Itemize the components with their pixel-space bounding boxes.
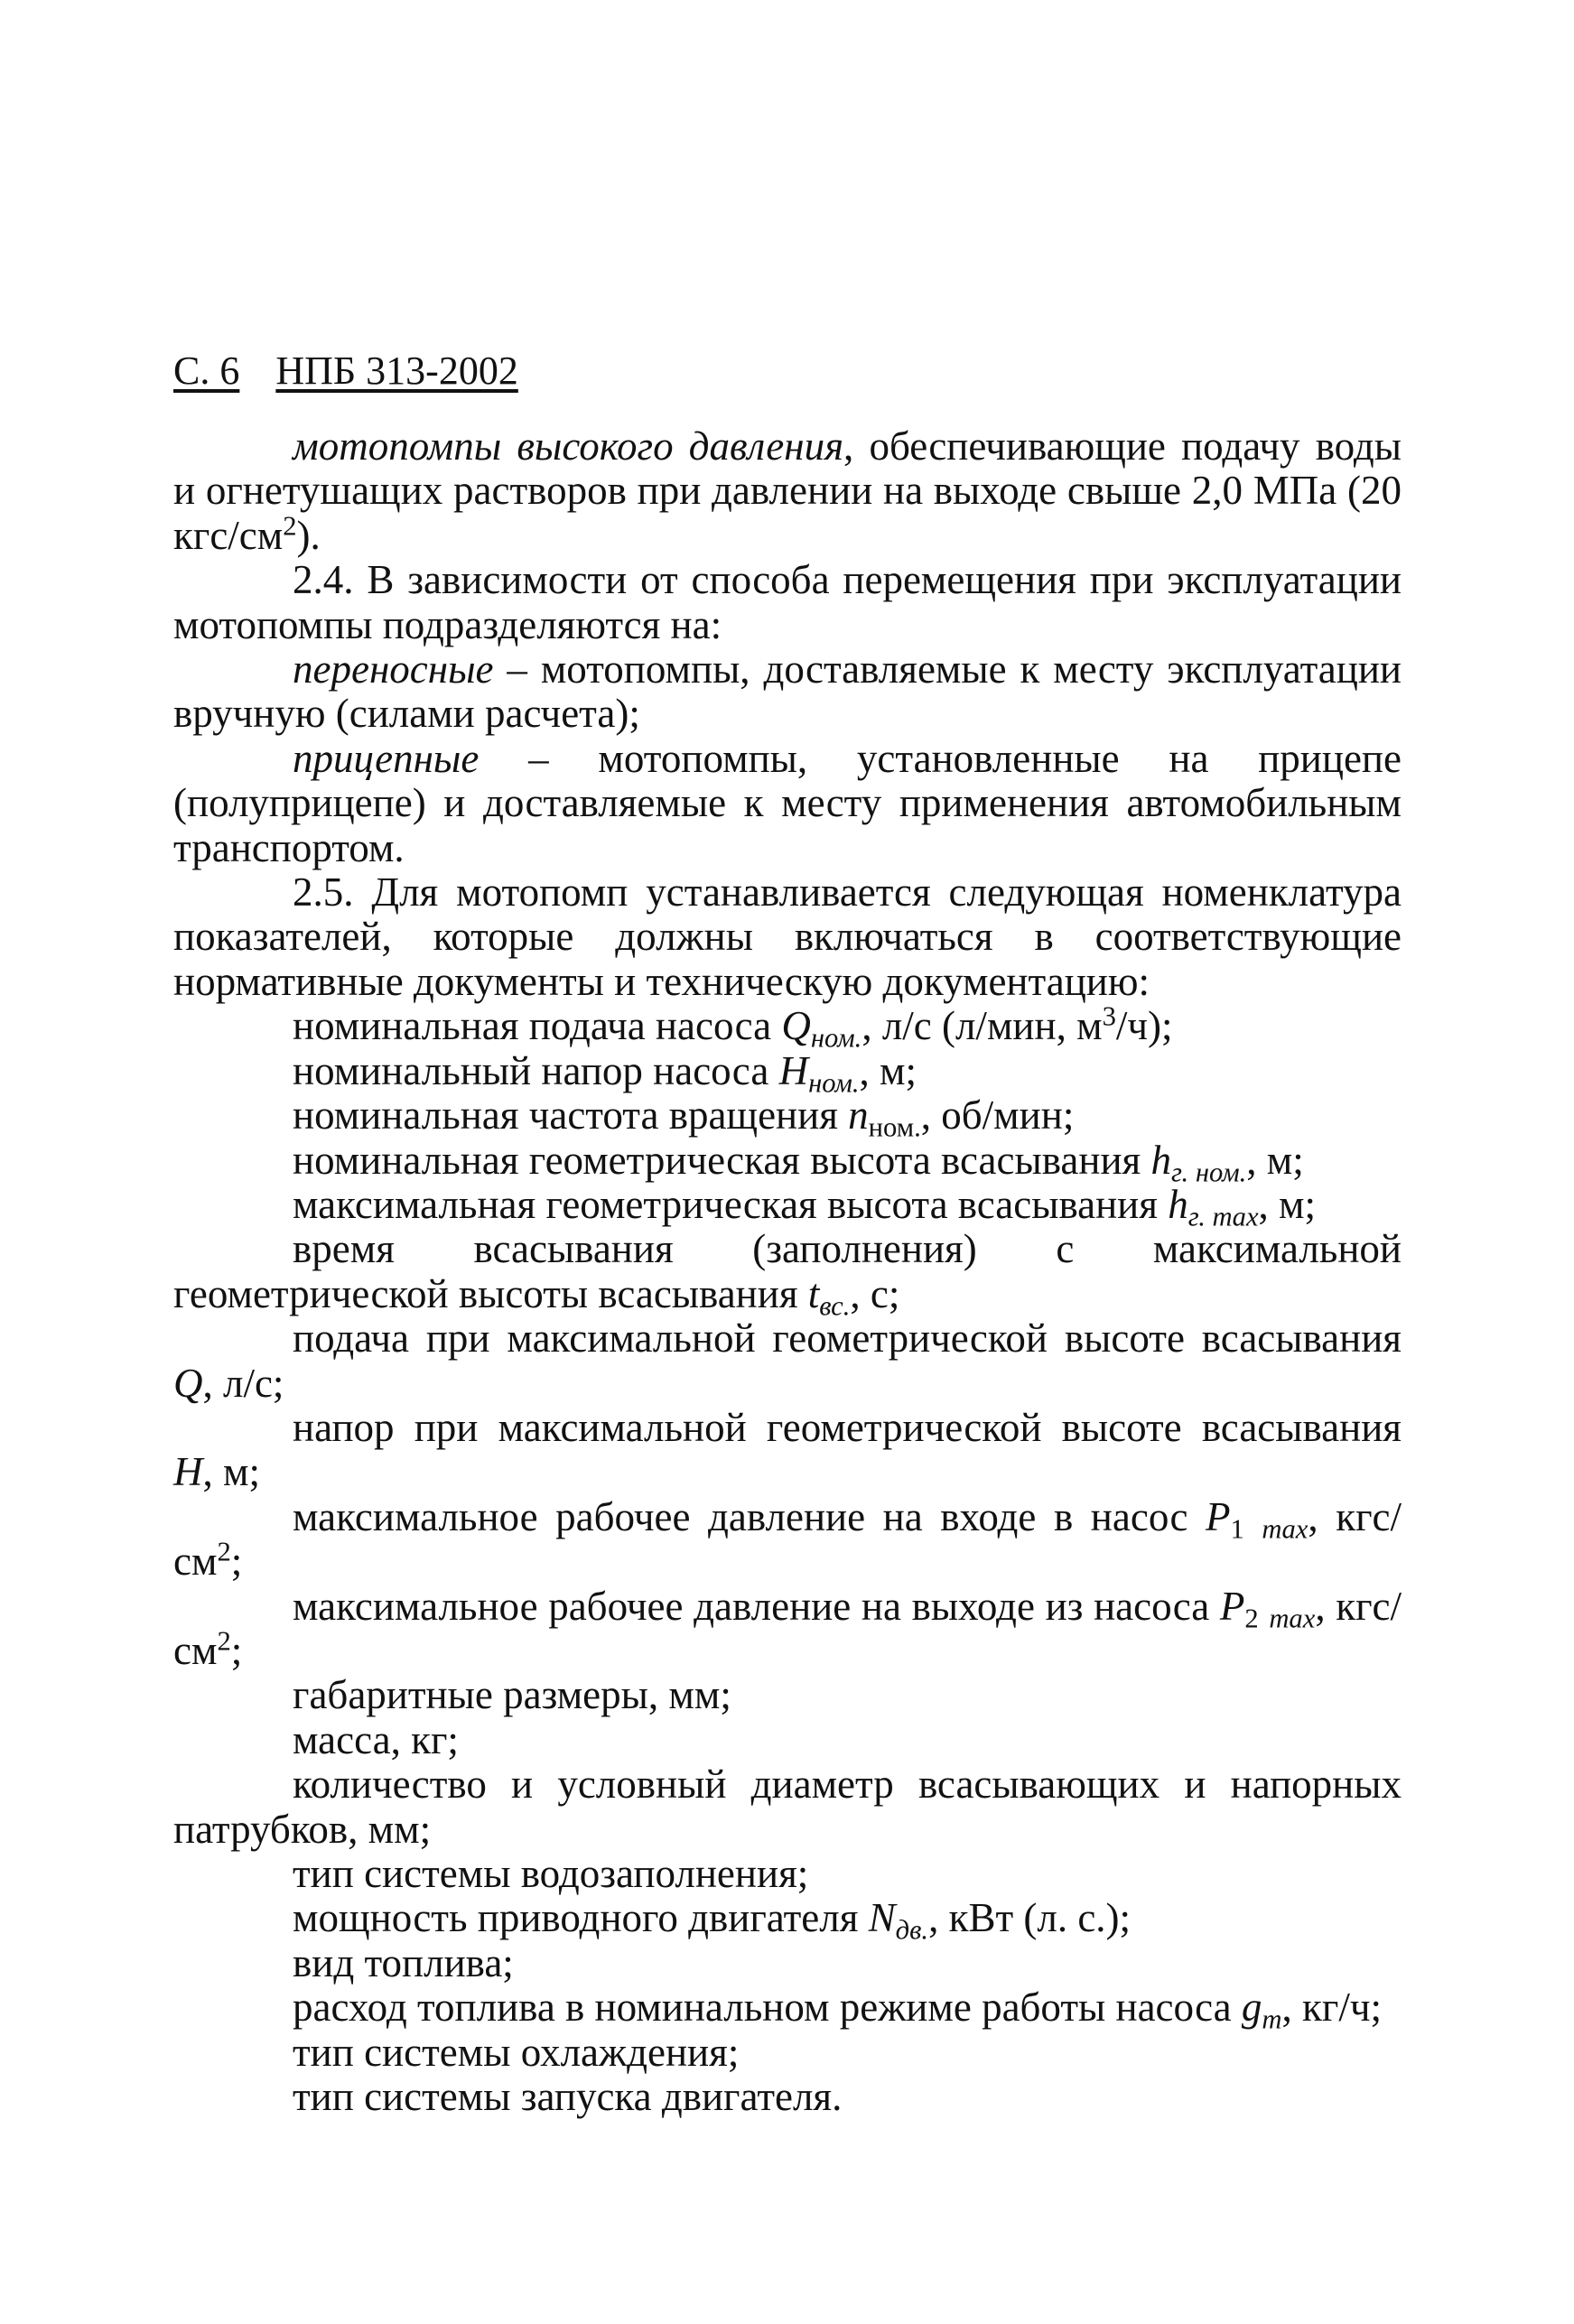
list-item-rotation-speed: номинальная частота вращения $n_{ном.}$, об/мин;: [293, 1092, 1075, 1143]
list-item-max-suction-height: максимальная геометрическая высота всасывания $h_{г. max}$, м;: [293, 1181, 1317, 1232]
list-item-priming-system: тип системы водозаполнения;: [293, 1851, 809, 1896]
list-item-fuel-consumption: расход топлива в номинальном режиме работы насоса $g_m$, кг/ч;: [293, 1985, 1382, 2035]
paragraph-2-5: 2.5. Для мотопомп устанавливается следующая номенклатура показателей, которые должны включаться в соответствующие нормативные документы и техническую документацию:: [173, 869, 1402, 1004]
paragraph-2-4: 2.4. В зависимости от способа перемещения при эксплуатации мотопомпы подразделяются на:: [173, 557, 1402, 647]
italic-term: мотопомпы высокого давления: [293, 423, 844, 469]
list-item-fuel-type: вид топлива;: [293, 1939, 514, 1985]
italic-term: прицепные: [293, 735, 480, 781]
list-item-dimensions: габаритные размеры, мм;: [293, 1672, 731, 1718]
italic-term: переносные: [293, 646, 494, 693]
paragraph-portable: переносные – мотопомпы, доставляемые к месту эксплуатации вручную (силами расчета);: [173, 646, 1402, 737]
paragraph-trailed: прицепные – мотопомпы, установленные на прицепе (полуприцепе) и доставляемые к месту применения автомобильным транспортом.: [173, 735, 1402, 870]
list-item-suction-time: время всасывания (заполнения) с максимальной геометрической высоты всасывания $t_{вс.}$, с;: [173, 1226, 1402, 1322]
page-number: С. 6: [173, 349, 240, 393]
page-header: [173, 348, 518, 395]
list-item-engine-power: мощность приводного двигателя $N_{дв.}$, кВт (л. с.);: [293, 1895, 1132, 1946]
list-item-nozzles: количество и условный диаметр всасывающих и напорных патрубков, мм;: [173, 1762, 1402, 1852]
list-item-mass: масса, кг;: [293, 1716, 459, 1762]
list-item-nominal-suction-height: номинальная геометрическая высота всасывания $h_{г. ном.}$, м;: [293, 1137, 1304, 1188]
list-item-flow-at-max-height: подача при максимальной геометрической высоте всасывания Q, л/с;: [173, 1315, 1402, 1406]
list-item-cooling-system: тип системы охлаждения;: [293, 2029, 740, 2075]
list-item-nominal-flow: номинальная подача насоса $Q_{ном.}$, л/с (л/мин, $м^3/ч$);: [293, 1000, 1173, 1054]
list-item-head-at-max-height: напор при максимальной геометрической высоте всасывания H, м;: [173, 1404, 1402, 1495]
list-item-start-system: тип системы запуска двигателя.: [293, 2074, 843, 2120]
list-item-inlet-pressure: максимальное рабочее давление на входе в насос $P_1$ $_{max}$, кгс/$см^2$;: [173, 1493, 1402, 1585]
paragraph-high-pressure: мотопомпы высокого давления, обеспечивающие подачу воды и огнетушащих растворов при давлении на выходе свыше 2,0 МПа (20 кгс/$см^2$).: [173, 423, 1402, 558]
document-code: НПБ 313-2002: [275, 349, 518, 393]
list-item-outlet-pressure: максимальное рабочее давление на выходе из насоса $P_2$ $_{max}$, кгс/$см^2$;: [173, 1583, 1402, 1673]
document-body: [173, 424, 1402, 2119]
list-item-nominal-head: номинальный напор насоса $H_{ном.}$, м;: [293, 1047, 917, 1099]
